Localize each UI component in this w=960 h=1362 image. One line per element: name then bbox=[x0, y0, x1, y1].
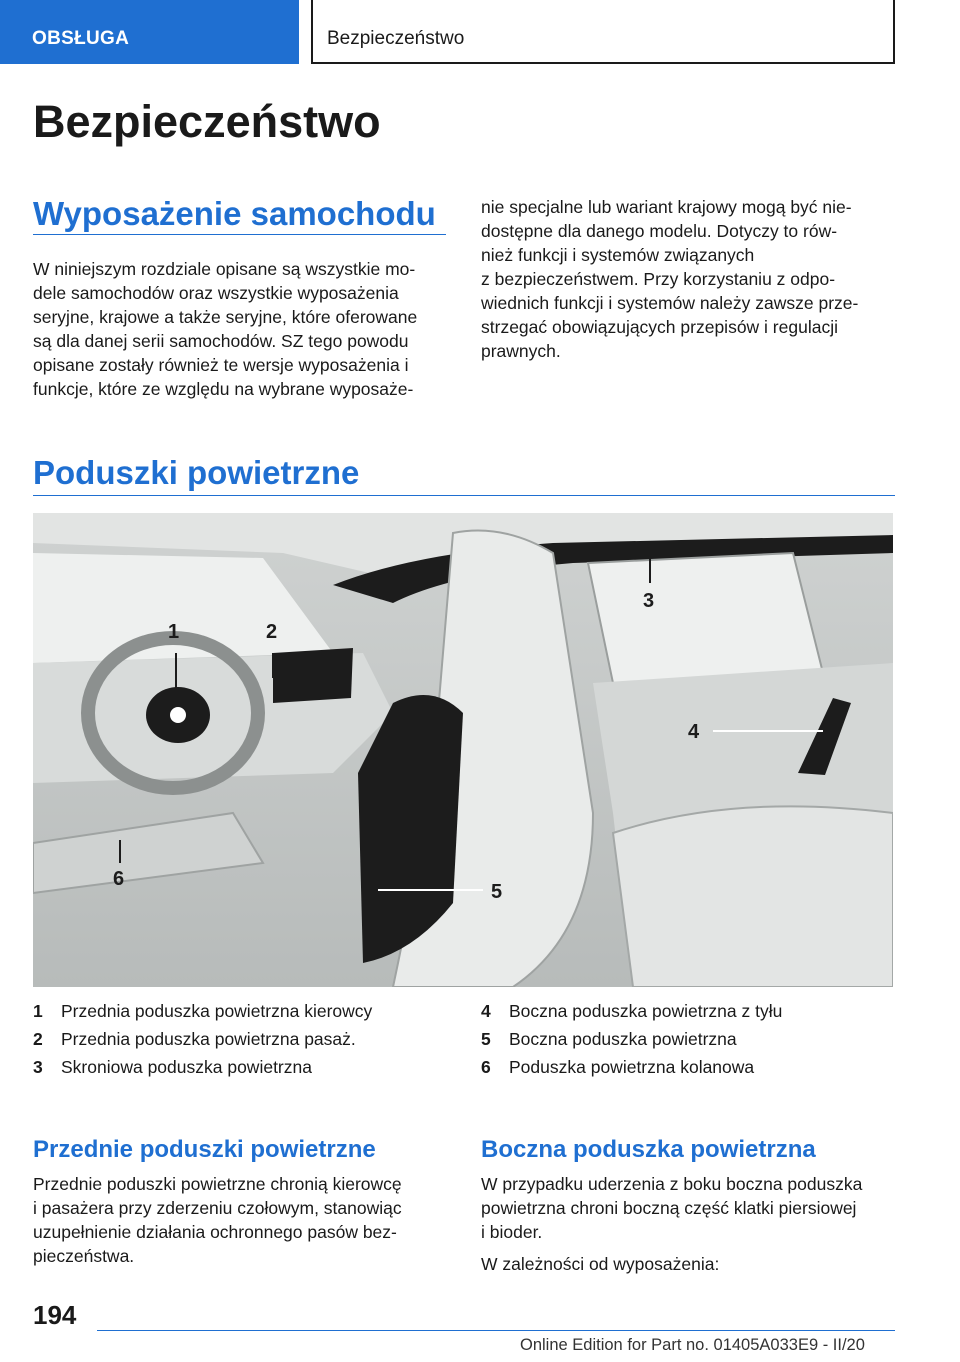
footer-edition: Online Edition for Part no. 01405A033E9 - II/20 bbox=[520, 1336, 865, 1354]
legend-text: Poduszka powietrzna kolanowa bbox=[509, 1057, 755, 1077]
text-line: prawnych. bbox=[481, 341, 561, 361]
side-airbag-text bbox=[481, 1172, 901, 1276]
text-line: strzegać obowiązujących przepisów i regulacji bbox=[481, 317, 838, 337]
text-line: i bioder. bbox=[481, 1222, 543, 1242]
airbag-legend-right bbox=[481, 997, 782, 1081]
front-airbags-text bbox=[33, 1172, 453, 1268]
equipment-rule bbox=[33, 234, 446, 235]
front-airbags-heading: Przednie poduszki powietrzne bbox=[33, 1136, 376, 1163]
text-line: seryjne, krajowe a także seryjne, które oferowane bbox=[33, 307, 418, 327]
legend-text: Boczna poduszka powietrzna z tyłu bbox=[509, 1001, 783, 1021]
side-airbag-heading: Boczna poduszka powietrzna bbox=[481, 1136, 816, 1163]
legend-number: 4 bbox=[481, 1001, 491, 1021]
legend-number: 6 bbox=[481, 1057, 491, 1077]
text-line: z bezpieczeństwem. Przy korzystaniu z odpo‐ bbox=[481, 269, 836, 289]
equipment-heading: Wyposażenie samochodu bbox=[33, 195, 436, 232]
legend-item bbox=[481, 1025, 782, 1053]
legend-number: 5 bbox=[481, 1029, 491, 1049]
text-line: pieczeństwa. bbox=[33, 1246, 135, 1266]
page-number: 194 bbox=[33, 1300, 77, 1330]
callout-4: 4 bbox=[688, 721, 700, 743]
text-line: nie specjalne lub wariant krajowy mogą być nie‐ bbox=[481, 197, 852, 217]
section-tab[interactable]: Bezpieczeństwo bbox=[311, 0, 895, 64]
footer-rule bbox=[97, 1330, 895, 1331]
text-line: dostępne dla danego modelu. Dotyczy to rów‐ bbox=[481, 221, 838, 241]
car-interior-airbag-illustration bbox=[33, 513, 893, 987]
text-line: dele samochodów oraz wszystkie wyposażenia bbox=[33, 283, 399, 303]
callout-2: 2 bbox=[266, 621, 278, 643]
legend-text: Przednia poduszka powietrzna pasaż. bbox=[61, 1029, 356, 1049]
callout-5: 5 bbox=[491, 881, 503, 903]
legend-text: Przednia poduszka powietrzna kierowcy bbox=[61, 1001, 373, 1021]
legend-number: 3 bbox=[33, 1057, 43, 1077]
text-line: opisane zostały również te wersje wyposażenia i bbox=[33, 355, 409, 375]
airbags-rule bbox=[33, 495, 895, 496]
legend-text: Boczna poduszka powietrzna bbox=[509, 1029, 737, 1049]
text-line: uzupełnienie działania ochronnego pasów bez‐ bbox=[33, 1222, 397, 1242]
legend-text: Skroniowa poduszka powietrzna bbox=[61, 1057, 312, 1077]
legend-number: 1 bbox=[33, 1001, 43, 1021]
legend-item bbox=[481, 997, 782, 1025]
chapter-tab[interactable]: OBSŁUGA bbox=[0, 0, 299, 64]
text-line: wiednich funkcji i systemów należy zawsze prze‐ bbox=[481, 293, 859, 313]
equipment-text-left bbox=[33, 257, 453, 401]
equipment-text-right bbox=[481, 195, 901, 363]
text-line: są dla danej serii samochodów. SZ tego powodu bbox=[33, 331, 409, 351]
airbags-heading: Poduszki powietrzne bbox=[33, 454, 360, 491]
text-line: nież funkcji i systemów związanych bbox=[481, 245, 755, 265]
legend-number: 2 bbox=[33, 1029, 43, 1049]
text-line: funkcje, które ze względu na wybrane wyposaże‐ bbox=[33, 379, 414, 399]
callout-6: 6 bbox=[113, 868, 125, 890]
text-line: Przednie poduszki powietrzne chronią kierowcę bbox=[33, 1174, 402, 1194]
callout-1: 1 bbox=[168, 621, 180, 643]
text-line: W niniejszym rozdziale opisane są wszystkie mo‐ bbox=[33, 259, 416, 279]
text-line: powietrzna chroni boczną część klatki piersiowej bbox=[481, 1198, 857, 1218]
text-line: W przypadku uderzenia z boku boczna poduszka bbox=[481, 1174, 863, 1194]
side-airbag-note: W zależności od wyposażenia: bbox=[481, 1254, 720, 1274]
airbag-legend-left bbox=[33, 997, 372, 1081]
legend-item bbox=[33, 997, 372, 1025]
page-title: Bezpieczeństwo bbox=[33, 96, 381, 147]
legend-item bbox=[33, 1025, 372, 1053]
legend-item bbox=[33, 1053, 372, 1081]
legend-item bbox=[481, 1053, 782, 1081]
text-line: i pasażera przy zderzeniu czołowym, stanowiąc bbox=[33, 1198, 402, 1218]
callout-3: 3 bbox=[643, 590, 655, 612]
